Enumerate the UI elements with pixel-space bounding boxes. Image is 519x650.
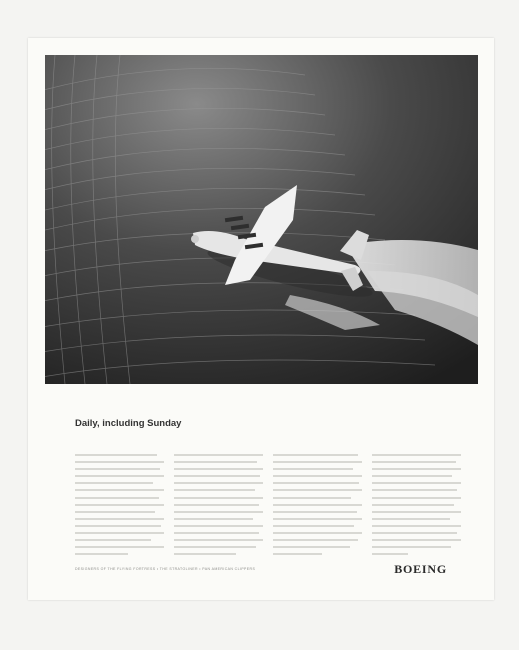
ad-headline: Daily, including Sunday bbox=[75, 418, 182, 429]
brand-logo: BOEING bbox=[394, 561, 447, 576]
ad-footer bbox=[75, 562, 447, 576]
body-column-2 bbox=[174, 454, 263, 558]
aerial-photo bbox=[45, 55, 478, 384]
body-column-4 bbox=[372, 454, 461, 558]
body-copy bbox=[75, 454, 461, 558]
flying-boat-photo bbox=[45, 55, 478, 384]
brand-tagline: DESIGNERS OF THE FLYING FORTRESS • THE STRATOLINER • PAN AMERICAN CLIPPERS bbox=[75, 567, 256, 571]
body-column-1 bbox=[75, 454, 164, 558]
body-column-3 bbox=[273, 454, 362, 558]
ad-page bbox=[28, 38, 494, 600]
